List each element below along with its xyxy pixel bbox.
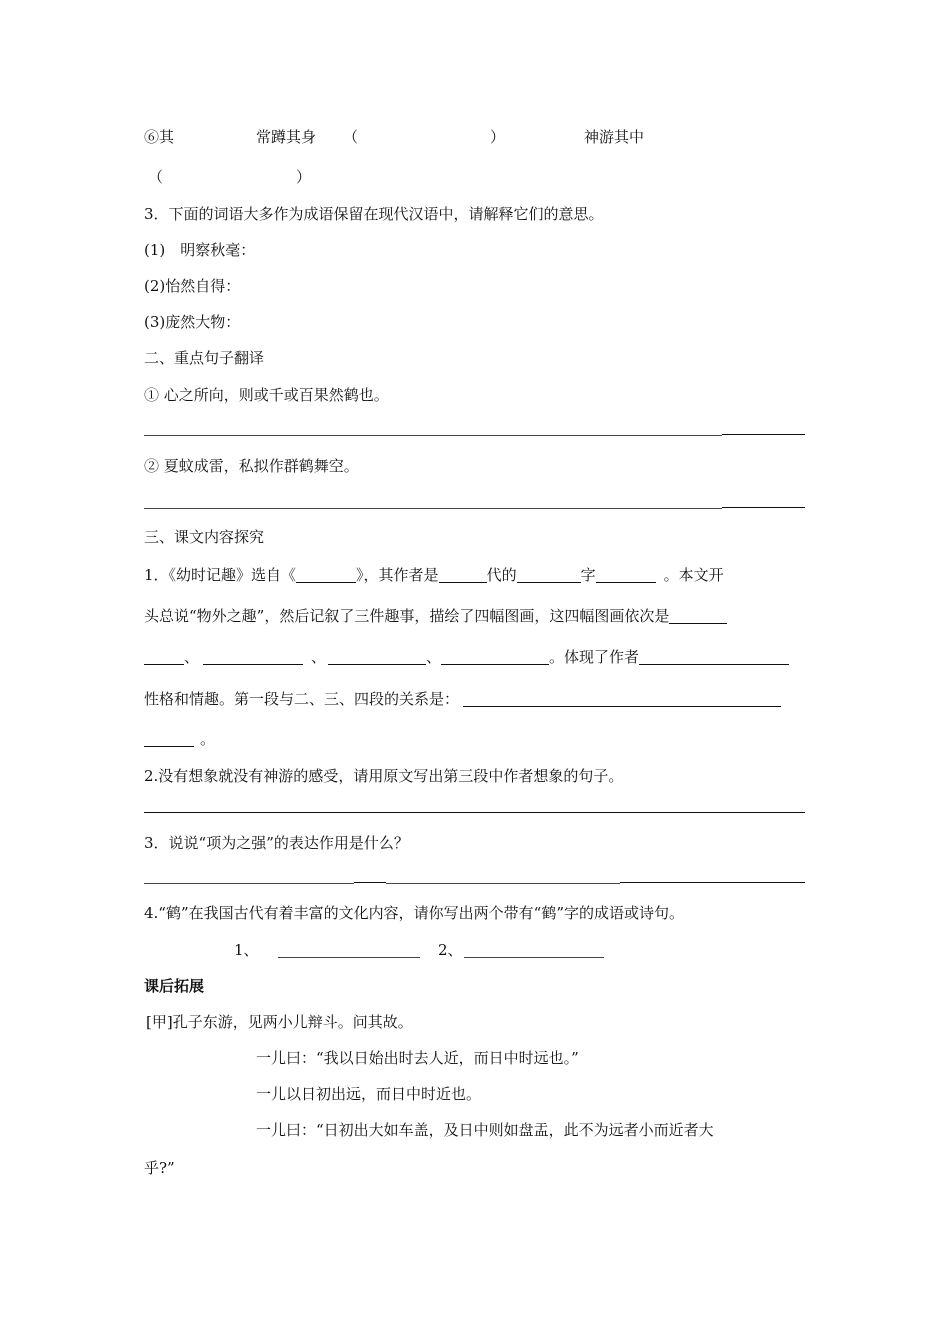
q2-text: 2.没有想象就没有神游的感受，请用原文写出第三段中作者想象的句子。 xyxy=(144,767,624,785)
comma-2: 、 xyxy=(311,648,327,666)
q1-line5 xyxy=(144,729,215,749)
q3-title: 3．下面的词语大多作为成语保留在现代汉语中，请解释它们的意思。 xyxy=(144,205,604,223)
row6-paren-open: （ xyxy=(343,128,359,146)
answer-line-q2[interactable] xyxy=(144,812,805,813)
answer-line-s2-end[interactable] xyxy=(722,507,805,508)
ext-para-4: 一儿曰：“日初出大如车盖，及日中则如盘盂，此不为远者小而近者大 xyxy=(256,1121,714,1139)
row6-paren-close: ） xyxy=(490,128,506,146)
row6-label: ⑥其 xyxy=(144,128,175,146)
blank-courtesy-name[interactable] xyxy=(596,566,656,583)
sentence-2: ② 夏蚊成雷，私拟作群鹤舞空。 xyxy=(144,457,359,475)
q1-line3 xyxy=(144,647,789,667)
blank-picture-3[interactable] xyxy=(328,648,426,665)
blank-picture-2[interactable] xyxy=(203,648,303,665)
blank-relation-b[interactable] xyxy=(144,730,194,747)
blank-character[interactable] xyxy=(639,648,789,665)
q4-answer-2-label: 2、 xyxy=(438,941,463,959)
comma-1: 、 xyxy=(184,648,200,666)
q1-line4-text: 性格和情趣。第一段与二、三、四段的关系是： xyxy=(144,690,460,708)
answer-line-s1[interactable] xyxy=(144,435,722,436)
extension-title: 课后拓展 xyxy=(144,977,205,995)
ext-para-5: 乎?” xyxy=(144,1159,175,1177)
row6-paren2-open: （ xyxy=(148,168,164,186)
answer-line-q3-b[interactable] xyxy=(354,882,386,883)
section3-title: 三、课文内容探究 xyxy=(144,528,265,546)
row6-word1: 常蹲其身 xyxy=(256,128,317,146)
q4-answer-1-label: 1、 xyxy=(234,941,259,959)
ext-para-1: [甲]孔子东游，见两小儿辩斗。问其故。 xyxy=(146,1013,413,1031)
blank-book[interactable] xyxy=(296,566,356,583)
sentence-1: ① 心之所向，则或千或百果然鹤也。 xyxy=(144,386,389,404)
q4-text: 4.“鹤”在我国古代有着丰富的文化内容，请你写出两个带有“鹤”字的成语或诗句。 xyxy=(144,904,684,922)
section2-title: 二、重点句子翻译 xyxy=(144,349,265,367)
q1-text-a: 1．《幼时记趣》选自《 xyxy=(144,566,297,584)
q1-line3-text: 。体现了作者 xyxy=(549,648,640,666)
blank-dynasty[interactable] xyxy=(439,566,487,583)
period: 。 xyxy=(200,730,216,748)
q1-text-c: 代的 xyxy=(486,566,517,584)
q1-line2 xyxy=(144,606,727,626)
q1-line2-text: 头总说“物外之趣”，然后记叙了三件趣事，描绘了四幅图画，这四幅图画依次是 xyxy=(144,607,670,625)
q1-text-b: 》，其作者是 xyxy=(356,566,439,584)
answer-line-q3-c[interactable] xyxy=(386,883,620,884)
answer-line-s1-end[interactable] xyxy=(722,434,805,435)
comma-3: 、 xyxy=(426,648,442,666)
q3-text: 3．说说“项为之强”的表达作用是什么？ xyxy=(144,834,409,852)
ext-para-3: 一儿以日初出远，而日中时近也。 xyxy=(256,1085,482,1103)
blank-relation-a[interactable] xyxy=(463,690,781,707)
q1-text-d: 字 xyxy=(580,566,596,584)
q1-line4 xyxy=(144,689,781,709)
row6-word2: 神游其中 xyxy=(584,128,645,146)
q4-answer-2-line[interactable] xyxy=(464,957,604,958)
q3-item-1: (1) 明察秋毫： xyxy=(144,241,256,259)
q4-answer-1-line[interactable] xyxy=(278,957,420,958)
blank-author[interactable] xyxy=(517,566,581,583)
q3-item-3: (3)庞然大物： xyxy=(144,313,241,331)
blank-picture-4[interactable] xyxy=(441,648,549,665)
answer-line-q3-d[interactable] xyxy=(620,882,805,883)
answer-line-s2[interactable] xyxy=(144,508,722,509)
answer-line-q3-a[interactable] xyxy=(144,883,354,884)
row6-paren2-close: ） xyxy=(296,168,312,186)
blank-picture-1b[interactable] xyxy=(144,648,184,665)
ext-para-2: 一儿曰：“我以日始出时去人近，而日中时远也。” xyxy=(256,1049,579,1067)
q1-text-e: 。本文开 xyxy=(663,566,724,584)
q1-line1 xyxy=(144,565,724,585)
q3-item-2: (2)怡然自得： xyxy=(144,277,241,295)
blank-picture-1a[interactable] xyxy=(669,607,727,624)
